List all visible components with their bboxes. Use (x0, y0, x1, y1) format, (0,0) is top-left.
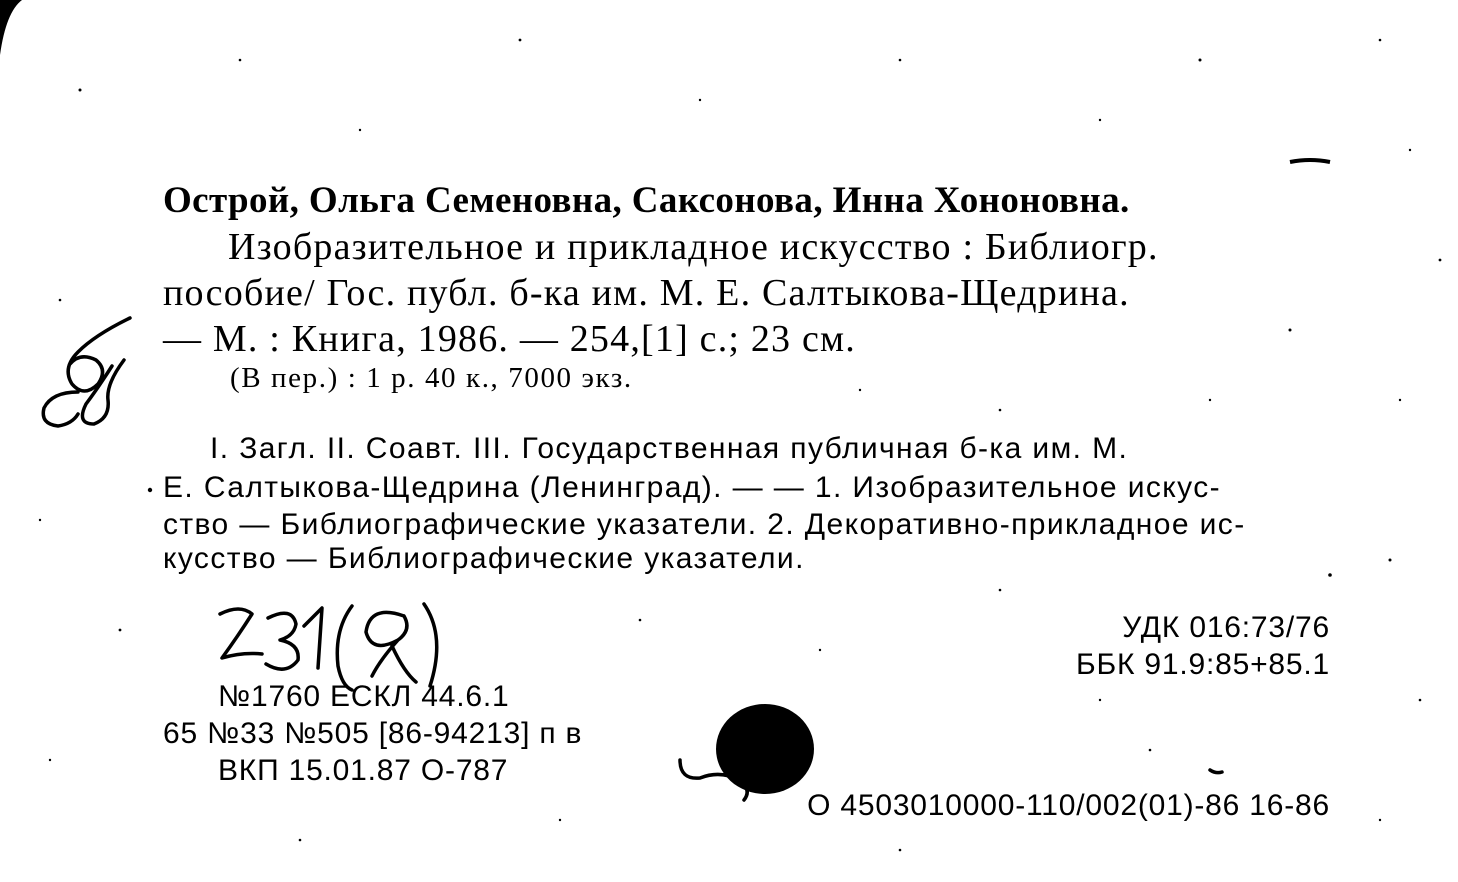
bbk-classification: ББК 91.9:85+85.1 (1076, 648, 1330, 681)
subject-line-4: кусство — Библиографические указатели. (163, 542, 805, 575)
price-line: (В пер.) : 1 р. 40 к., 7000 экз. (230, 362, 633, 394)
card-corner (0, 0, 40, 60)
subject-line-1: I. Загл. II. Соавт. III. Государственная публичная б-ка им. М. (210, 432, 1129, 465)
title-line-2: пособие/ Гос. публ. б-ка им. М. Е. Салтыкова-Щедрина. (163, 272, 1130, 314)
title-line-3: — М. : Книга, 1986. — 254,[1] с.; 23 см. (163, 318, 856, 360)
code-line-1: №1760 ЕСКЛ 44.6.1 (218, 680, 510, 713)
code-line-3: ВКП 15.01.87 О-787 (218, 754, 509, 787)
handwritten-shelf-mark (68, 318, 130, 391)
code-line-2: 65 №33 №505 [86-94213] п в (163, 717, 583, 750)
index-line: О 4503010000-110/002(01)-86 16-86 (807, 789, 1330, 822)
udk-classification: УДК 016:73/76 (1122, 611, 1330, 644)
subject-line-2: Е. Салтыкова-Щедрина (Ленинград). — — 1. Изобразительное искус- (163, 471, 1221, 504)
card-heading: Острой, Ольга Семеновна, Саксонова, Инна Хононовна. (163, 180, 1130, 221)
handwritten-number (220, 609, 262, 658)
title-line-1: Изобразительное и прикладное искусство : Библиогр. (228, 226, 1159, 268)
subject-line-3: ство — Библиографические указатели. 2. Декоративно-прикладное ис- (163, 508, 1246, 541)
ink-blot (716, 704, 814, 794)
